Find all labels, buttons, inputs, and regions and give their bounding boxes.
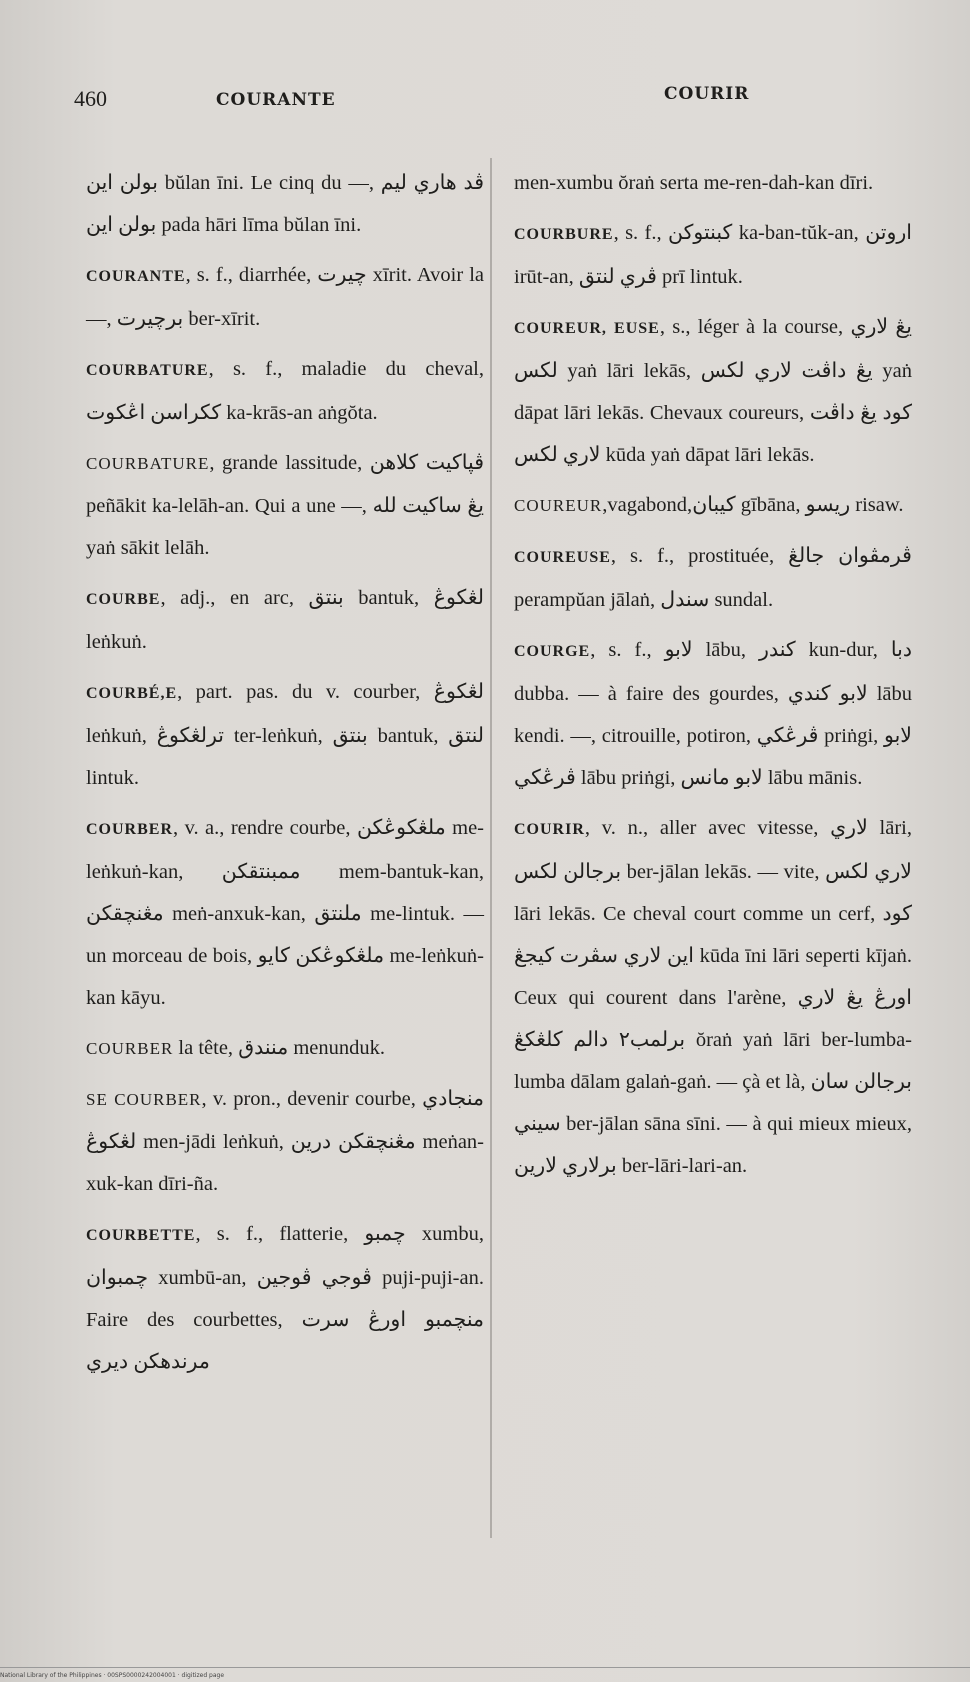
entry-definition: men-xumbu ŏraṅ serta me-ren-dah-kan dīri. [514, 172, 874, 194]
entry-definition: , s. f., diarrhée, چيرت xīrit. Avoir la —, برچيرت ber-xīrit. [86, 264, 484, 330]
dictionary-entry [86, 577, 484, 663]
footer-rule [0, 1667, 970, 1668]
dictionary-entry [514, 162, 912, 204]
entry-definition: , v. pron., devenir courbe, منجادي لڠکوڠ men-jādi leṅkuṅ, مڠنچقکن درين meṅan-xuk-kan dīri-ña. [86, 1088, 484, 1195]
entry-definition: , part. pas. du v. courber, لڠکوڠ leṅkuṅ, ترلڠکوڠ ter-leṅkuṅ, بنتق bantuk, لنتق lintuk. [86, 681, 484, 789]
entry-definition: , s. f., maladie du cheval, ککراسن اڠکوت ka-krās-an aṅgŏta. [86, 358, 484, 424]
entry-headword: COURANTE [86, 268, 186, 285]
dictionary-entry [514, 484, 912, 527]
dictionary-entry [86, 1027, 484, 1070]
column-divider [490, 158, 492, 1538]
entry-headword: COUREUR, EUSE [514, 320, 660, 337]
entry-headword: COURGE [514, 643, 591, 660]
entry-definition: , adj., en arc, بنتق bantuk, لڠکوڠ leṅkuṅ. [86, 587, 484, 653]
dictionary-entry [514, 629, 912, 799]
entry-headword: COURBER [86, 821, 174, 838]
entry-headword: COURBER [86, 1039, 174, 1058]
dictionary-entry [514, 535, 912, 621]
entry-definition: , s. f., کبنتوکن ka-ban-tŭk-an, اروتن irūt-an, ڤري لنتق prī lintuk. [514, 222, 912, 288]
dictionary-entry [86, 442, 484, 569]
entry-definition: , v. a., rendre courbe, ملڠکوڠکن me-leṅkuṅ-kan, ممبنتقکن mem-bantuk-kan, مڠنچقکن meṅ-anxuk-kan, ملنتق me-lintuk. — un morceau de bois, ملڠکوڠکن کايو me-leṅkuṅ-kan kāyu. [86, 817, 485, 1009]
entry-headword: COURBE [86, 591, 161, 608]
running-head-right: COURIR [664, 84, 750, 104]
entry-definition: , s. f., لابو lābu, کندر kun-dur, دبا dubba. — à faire des gourdes, لابو کندي lābu kendi. —, citrouille, potiron, ڤرڠکي priṅgi, لابو ڤرڠکي lābu priṅgi, لابو مانس lābu mānis. [514, 639, 913, 789]
entry-definition: , s. f., flatterie, چمبو xumbu, چمبوان xumbū-an, ڤوجي ڤوجين puji-puji-an. Faire des courbettes, منچمبو اورڠ سرت مرندهکن ديري [86, 1223, 484, 1373]
page-number: 460 [74, 86, 107, 111]
entry-headword: SE COURBER [86, 1090, 202, 1109]
entry-headword: COUREUSE [514, 549, 611, 566]
entry-definition: , s., léger à la course, يڠ لاري لکس yaṅ lāri lekās, يڠ داڤت لاري لکس yaṅ dāpat lāri lekās. Chevaux coureurs, کود يڠ داڤت لاري لکس kūda yaṅ dāpat lāri lekās. [514, 316, 912, 466]
entry-headword: COURBATURE [86, 454, 210, 473]
dictionary-entry [514, 306, 912, 476]
entry-headword: COURBURE [514, 226, 614, 243]
entry-headword: COURBÉ,E [86, 685, 178, 702]
entry-headword: COURBETTE [86, 1227, 196, 1244]
right-column [514, 162, 912, 1195]
entry-definition: , grande lassitude, ڤڽاکيت کلاهن peñākit ka-lelāh-an. Qui a une —, يڠ ساکيت لله yaṅ sākit lelāh. [86, 452, 485, 559]
dictionary-entry [514, 807, 912, 1187]
dictionary-entry [86, 807, 484, 1019]
entry-definition: la tête, منندق menunduk. [173, 1037, 386, 1059]
entry-definition: بولن اين bŭlan īni. Le cinq du —, ڤد هاري ليم بولن اين pada hāri līma bŭlan īni. [86, 172, 485, 236]
entry-headword: COURBATURE [86, 362, 209, 379]
entry-definition: , s. f., prostituée, ڤرمڤوان جالڠ perampŭan jālaṅ, سندل sundal. [514, 545, 912, 611]
dictionary-entry [86, 254, 484, 340]
entry-headword: COUREUR [514, 496, 603, 515]
dictionary-entry [86, 671, 484, 799]
left-column [86, 162, 484, 1391]
dictionary-entry [86, 1078, 484, 1205]
dictionary-entry [86, 162, 484, 246]
running-head-left: COURANTE [216, 90, 336, 110]
entry-definition: ,vagabond,کيبان gībāna, ريسو risaw. [602, 494, 904, 516]
dictionary-entry [86, 348, 484, 434]
entry-definition: , v. n., aller avec vitesse, لاري lāri, برجالن لکس ber-jālan lekās. — vite, لاري لکس lāri lekās. Ce cheval court comme un cerf, کود اين لاري سڤرت کيجڠ kūda īni lāri seperti kījaṅ. Ceux qui courent dans l'arène, اورڠ يڠ لاري برلمب٢ دالم کلڠکڠ ŏraṅ yaṅ lāri ber-lumba-lumba dālam galaṅ-gaṅ. — çà et là, برجالن سان سيني ber-jālan sāna sīni. — à qui mieux mieux, برلاري لارين ber-lāri-lari-an. [514, 817, 913, 1177]
dictionary-entry [514, 212, 912, 298]
entry-headword: COURIR [514, 821, 585, 838]
dictionary-entry [86, 1213, 484, 1383]
footer-credit: National Library of the Philippines · 00SPS0000242004001 · digitized page [0, 1672, 225, 1679]
